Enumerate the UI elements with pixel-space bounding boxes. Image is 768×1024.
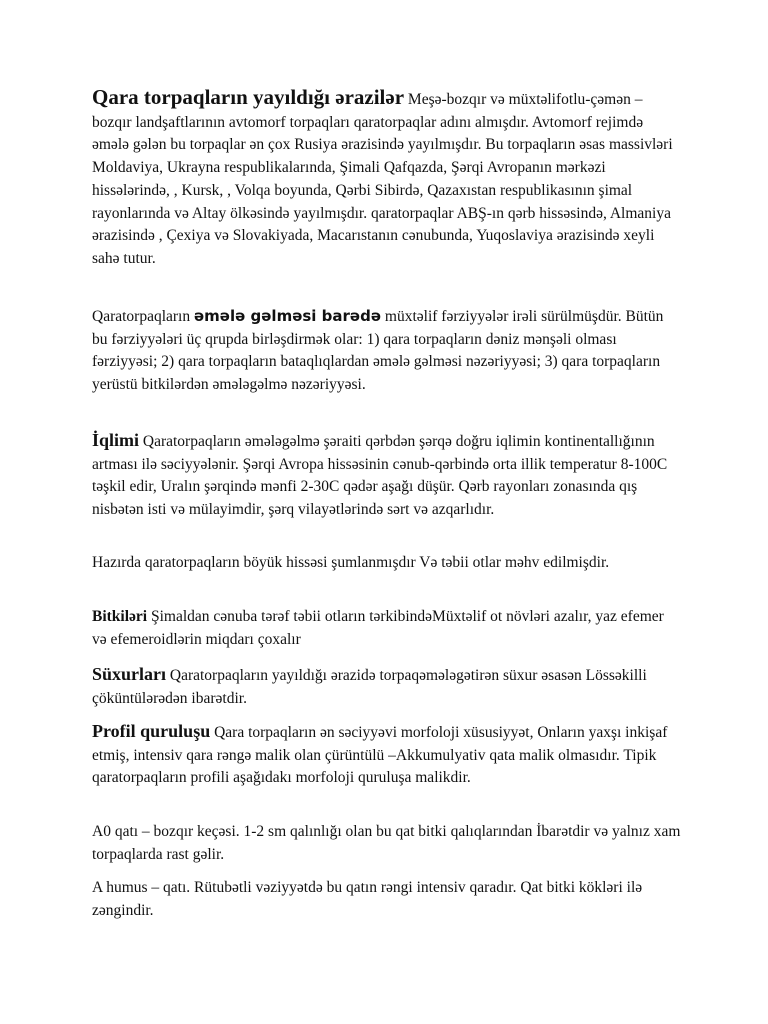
paragraph-text: Meşə-bozqır və müxtəlifotlu-çəmən – bozqır landşaftlarının avtomorf torpaqları qaratorpaqlar adını almışdır. Avtomorf rejimdə əmələ gələn bu torpaqlar ən çox Rusiya ərazisində yayılmışdır. Bu torpaqların əsas massivləri Moldaviya, Ukrayna respublikalarında, Şimali Qafqazda, Şərqi Avropanın mərkəzi hissələrində, , Kursk, , Volqa boyunda, Qərbi Sibirdə, Qazaxıstan respublikasının şimal rayonlarında və Altay ölkəsində yayılmışdır. qaratorpaqlar ABŞ-ın qərb hissəsində, Almaniya ərazisində , Çexiya və Slovakiyada, Macarıstanın cənubunda, Yuqoslaviya ərazisində xeyli sahə tutur. xyxy=(92,91,673,267)
paragraph-text: Qaratorpaqların əmələgəlmə şəraiti qərbdən şərqə doğru iqlimin kontinentallığının artması ilə səciyyələnir. Şərqi Avropa hissəsinin cənub-qərbində orta illik temperatur 8-100C təşkil edir, Uralın şərqində mənfi 2-30C qədər aşağı düşür. Qərb rayonları zonasında qış nisbətən isti və mülayimdir, şərq vilayətlərində sərt və azqarlıdır. xyxy=(92,433,668,519)
paragraph-formation xyxy=(92,305,682,397)
heading-distribution-areas: Qara torpaqların yayıldığı ərazilər xyxy=(92,85,405,109)
paragraph-text: müxtəlif fərziyyələr irəli sürülmüşdür. Bütün bu fərziyyələri üç qrupda birləşdirmək olar: 1) qara torpaqların dəniz mənşəli olması fərziyyəsi; 2) qara torpaqların bataqlıqlardan əmələ gəlməsi nəzəriyyəsi; 3) qara torpaqların yerüstü bitkilərdən əmələgəlmə nəzəriyyəsi. xyxy=(92,308,664,394)
paragraph-text: Qaratorpaqların yayıldığı ərazidə torpaqəmələgətirən süxur əsasən Lössəkilli çöküntülərədən ibarətdir. xyxy=(92,667,647,707)
paragraph-text: Hazırda qaratorpaqların böyük hissəsi şumlanmışdır Və təbii otlar məhv edilmişdir. xyxy=(92,554,610,571)
paragraph-rocks xyxy=(92,663,682,710)
heading-profile: Profil quruluşu xyxy=(92,721,211,741)
paragraph-current-state xyxy=(92,552,682,575)
paragraph-a-humus-layer xyxy=(92,877,682,922)
heading-vegetation: Bitkiləri xyxy=(92,608,148,625)
paragraph-text: A humus – qatı. Rütubətli vəziyyətdə bu qatın rəngi intensiv qaradır. Qat bitki kökləri ilə zəngindir. xyxy=(92,879,643,919)
heading-rocks: Süxurları xyxy=(92,664,167,684)
paragraph-vegetation xyxy=(92,606,682,651)
paragraph-text: Qara torpaqların ən səciyyəvi morfoloji xüsusiyyət, Onların yaxşı inkişaf etmiş, intensiv qara rəngə malik olan çürüntülü –Akkumulyativ qata malik olmasıdır. Tipik qaratorpaqların profili aşağıdakı morfoloji quruluşa malikdir. xyxy=(92,724,668,787)
paragraph-text: A0 qatı – bozqır keçəsi. 1-2 sm qalınlığı olan bu qat bitki qalıqlarından İbarətdir və yalnız xam torpaqlarda rast gəlir. xyxy=(92,823,681,863)
paragraph-a0-layer xyxy=(92,821,682,866)
heading-climate: İqlimi xyxy=(92,430,140,450)
paragraph-distribution-areas xyxy=(92,86,682,271)
paragraph-profile xyxy=(92,720,682,790)
paragraph-climate xyxy=(92,429,682,522)
paragraph-lead-word: Qaratorpaqların xyxy=(92,308,191,325)
paragraph-text: Şimaldan cənuba tərəf təbii otların tərkibindəMüxtəlif ot növləri azalır, yaz efemer və efemeroidlərin miqdarı çoxalır xyxy=(92,608,664,648)
emphasis-formation: əmələ gəlməsi barədə xyxy=(194,307,382,325)
